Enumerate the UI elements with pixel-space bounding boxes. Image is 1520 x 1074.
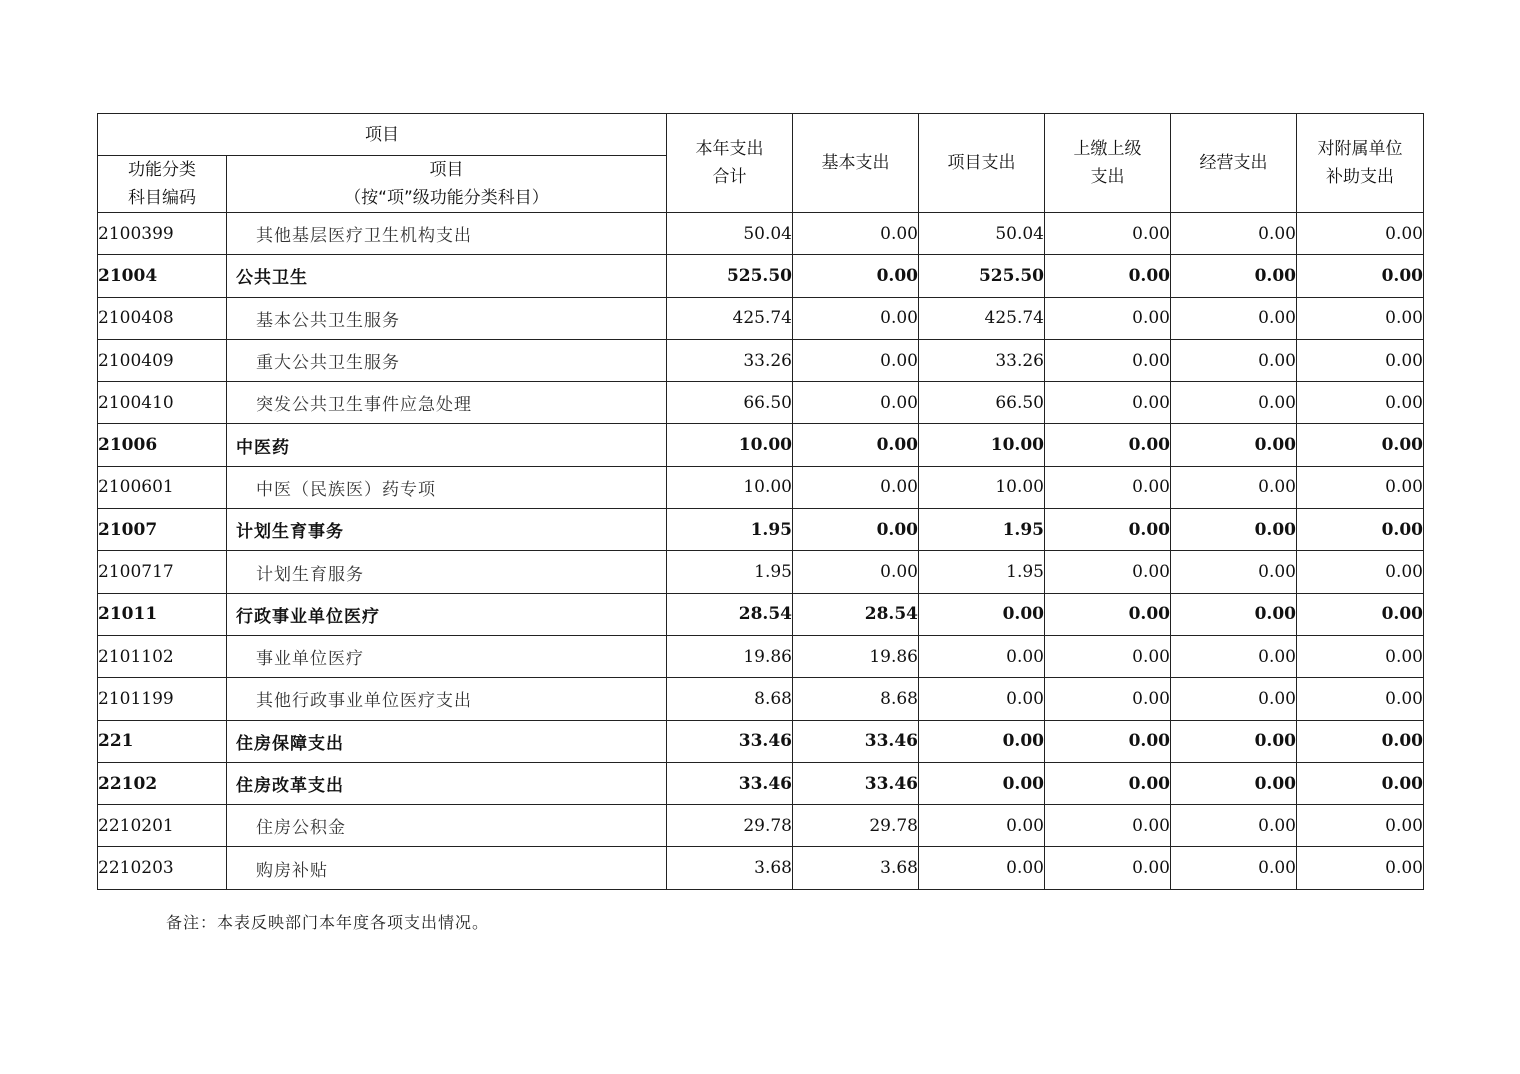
row-operating: 0.00 <box>1171 339 1297 381</box>
table-row <box>98 339 1424 381</box>
row-subsidy: 0.00 <box>1297 509 1424 551</box>
row-name: 基本公共卫生服务 <box>227 297 667 339</box>
row-total: 33.46 <box>667 762 793 804</box>
table-row <box>98 255 1424 297</box>
table-row <box>98 762 1424 804</box>
row-upper: 0.00 <box>1045 551 1171 593</box>
row-operating: 0.00 <box>1171 762 1297 804</box>
row-operating: 0.00 <box>1171 551 1297 593</box>
table-row <box>98 424 1424 466</box>
row-basic: 0.00 <box>793 466 919 508</box>
row-subsidy: 0.00 <box>1297 255 1424 297</box>
row-upper: 0.00 <box>1045 762 1171 804</box>
row-operating: 0.00 <box>1171 509 1297 551</box>
row-basic: 0.00 <box>793 424 919 466</box>
row-basic: 0.00 <box>793 297 919 339</box>
row-operating: 0.00 <box>1171 805 1297 847</box>
row-total: 8.68 <box>667 678 793 720</box>
row-code: 2100408 <box>98 297 227 339</box>
row-basic: 33.46 <box>793 720 919 762</box>
row-project: 0.00 <box>919 762 1045 804</box>
header-total-line1: 本年支出 <box>695 139 764 159</box>
row-upper: 0.00 <box>1045 382 1171 424</box>
row-subsidy: 0.00 <box>1297 551 1424 593</box>
row-name: 计划生育事务 <box>227 509 667 551</box>
table-row <box>98 678 1424 720</box>
header-subsidy-line2: 补助支出 <box>1326 167 1394 187</box>
row-upper: 0.00 <box>1045 509 1171 551</box>
row-basic: 0.00 <box>793 382 919 424</box>
row-subsidy: 0.00 <box>1297 424 1424 466</box>
row-name: 其他基层医疗卫生机构支出 <box>227 213 667 255</box>
row-total: 33.26 <box>667 339 793 381</box>
row-code: 2101199 <box>98 678 227 720</box>
row-project: 1.95 <box>919 551 1045 593</box>
row-basic: 33.46 <box>793 762 919 804</box>
row-subsidy: 0.00 <box>1297 720 1424 762</box>
row-basic: 29.78 <box>793 805 919 847</box>
row-operating: 0.00 <box>1171 593 1297 635</box>
row-operating: 0.00 <box>1171 382 1297 424</box>
row-name: 突发公共卫生事件应急处理 <box>227 382 667 424</box>
row-name: 事业单位医疗 <box>227 635 667 677</box>
row-project: 10.00 <box>919 424 1045 466</box>
row-project: 1.95 <box>919 509 1045 551</box>
row-upper: 0.00 <box>1045 847 1171 889</box>
row-operating: 0.00 <box>1171 678 1297 720</box>
row-name: 其他行政事业单位医疗支出 <box>227 678 667 720</box>
table-row <box>98 466 1424 508</box>
expenditure-table <box>97 113 1424 890</box>
header-operating: 经营支出 <box>1171 114 1297 213</box>
row-subsidy: 0.00 <box>1297 382 1424 424</box>
table-row <box>98 805 1424 847</box>
row-basic: 0.00 <box>793 509 919 551</box>
row-project: 0.00 <box>919 635 1045 677</box>
row-upper: 0.00 <box>1045 720 1171 762</box>
header-project-group: 项目 <box>98 114 667 156</box>
header-project: 项目支出 <box>919 114 1045 213</box>
row-name: 行政事业单位医疗 <box>227 593 667 635</box>
footer-note: 备注：本表反映部门本年度各项支出情况。 <box>166 913 490 932</box>
header-subsidy <box>1297 114 1424 213</box>
table-row <box>98 635 1424 677</box>
row-name: 购房补贴 <box>227 847 667 889</box>
row-total: 425.74 <box>667 297 793 339</box>
row-upper: 0.00 <box>1045 255 1171 297</box>
table-row <box>98 593 1424 635</box>
table-row <box>98 297 1424 339</box>
row-project: 0.00 <box>919 720 1045 762</box>
row-project: 525.50 <box>919 255 1045 297</box>
header-name <box>227 156 667 213</box>
row-total: 3.68 <box>667 847 793 889</box>
row-subsidy: 0.00 <box>1297 635 1424 677</box>
row-basic: 0.00 <box>793 339 919 381</box>
row-name: 重大公共卫生服务 <box>227 339 667 381</box>
row-total: 10.00 <box>667 424 793 466</box>
row-subsidy: 0.00 <box>1297 339 1424 381</box>
row-code: 2210201 <box>98 805 227 847</box>
row-code: 2100601 <box>98 466 227 508</box>
row-code: 22102 <box>98 762 227 804</box>
row-name: 住房公积金 <box>227 805 667 847</box>
row-total: 19.86 <box>667 635 793 677</box>
table-row <box>98 382 1424 424</box>
header-basic: 基本支出 <box>793 114 919 213</box>
header-upper-line2: 支出 <box>1090 167 1125 187</box>
row-code: 21007 <box>98 509 227 551</box>
row-subsidy: 0.00 <box>1297 297 1424 339</box>
row-operating: 0.00 <box>1171 635 1297 677</box>
row-code: 2100399 <box>98 213 227 255</box>
row-total: 33.46 <box>667 720 793 762</box>
row-code: 2100409 <box>98 339 227 381</box>
row-subsidy: 0.00 <box>1297 213 1424 255</box>
row-code: 2100717 <box>98 551 227 593</box>
header-name-line1: 项目 <box>429 160 464 180</box>
row-name: 计划生育服务 <box>227 551 667 593</box>
row-basic: 8.68 <box>793 678 919 720</box>
table-body <box>98 213 1424 890</box>
row-total: 1.95 <box>667 551 793 593</box>
row-basic: 19.86 <box>793 635 919 677</box>
row-operating: 0.00 <box>1171 213 1297 255</box>
row-project: 50.04 <box>919 213 1045 255</box>
row-code: 2210203 <box>98 847 227 889</box>
row-subsidy: 0.00 <box>1297 805 1424 847</box>
row-basic: 0.00 <box>793 551 919 593</box>
row-upper: 0.00 <box>1045 297 1171 339</box>
row-name: 中医药 <box>227 424 667 466</box>
row-upper: 0.00 <box>1045 635 1171 677</box>
table-row <box>98 509 1424 551</box>
row-project: 0.00 <box>919 593 1045 635</box>
header-upper <box>1045 114 1171 213</box>
row-total: 29.78 <box>667 805 793 847</box>
row-code: 221 <box>98 720 227 762</box>
row-basic: 0.00 <box>793 213 919 255</box>
header-row-top <box>98 114 1424 156</box>
table-row <box>98 720 1424 762</box>
header-code-line1: 功能分类 <box>128 160 196 180</box>
row-project: 33.26 <box>919 339 1045 381</box>
row-subsidy: 0.00 <box>1297 847 1424 889</box>
row-total: 1.95 <box>667 509 793 551</box>
row-subsidy: 0.00 <box>1297 466 1424 508</box>
header-code-line2: 科目编码 <box>128 188 196 208</box>
row-code: 21011 <box>98 593 227 635</box>
row-total: 66.50 <box>667 382 793 424</box>
table-row <box>98 551 1424 593</box>
row-operating: 0.00 <box>1171 424 1297 466</box>
row-total: 525.50 <box>667 255 793 297</box>
row-basic: 3.68 <box>793 847 919 889</box>
table-row <box>98 847 1424 889</box>
row-basic: 28.54 <box>793 593 919 635</box>
row-total: 50.04 <box>667 213 793 255</box>
row-upper: 0.00 <box>1045 805 1171 847</box>
row-code: 2100410 <box>98 382 227 424</box>
row-upper: 0.00 <box>1045 213 1171 255</box>
row-project: 10.00 <box>919 466 1045 508</box>
header-total-line2: 合计 <box>712 167 747 187</box>
row-operating: 0.00 <box>1171 466 1297 508</box>
table-row <box>98 213 1424 255</box>
row-name: 公共卫生 <box>227 255 667 297</box>
header-total <box>667 114 793 213</box>
row-project: 66.50 <box>919 382 1045 424</box>
row-upper: 0.00 <box>1045 466 1171 508</box>
row-total: 10.00 <box>667 466 793 508</box>
row-name: 住房保障支出 <box>227 720 667 762</box>
row-operating: 0.00 <box>1171 720 1297 762</box>
row-operating: 0.00 <box>1171 297 1297 339</box>
row-project: 0.00 <box>919 805 1045 847</box>
header-subsidy-line1: 对附属单位 <box>1317 139 1403 159</box>
row-upper: 0.00 <box>1045 424 1171 466</box>
header-code <box>98 156 227 213</box>
row-subsidy: 0.00 <box>1297 678 1424 720</box>
row-code: 21004 <box>98 255 227 297</box>
row-total: 28.54 <box>667 593 793 635</box>
row-code: 21006 <box>98 424 227 466</box>
row-upper: 0.00 <box>1045 593 1171 635</box>
row-subsidy: 0.00 <box>1297 762 1424 804</box>
header-name-line2: （按“项”级功能分类科目） <box>344 188 549 208</box>
row-operating: 0.00 <box>1171 847 1297 889</box>
row-project: 0.00 <box>919 847 1045 889</box>
row-upper: 0.00 <box>1045 339 1171 381</box>
header-upper-line1: 上缴上级 <box>1073 139 1142 159</box>
row-operating: 0.00 <box>1171 255 1297 297</box>
row-name: 中医（民族医）药专项 <box>227 466 667 508</box>
row-project: 425.74 <box>919 297 1045 339</box>
row-project: 0.00 <box>919 678 1045 720</box>
row-upper: 0.00 <box>1045 678 1171 720</box>
row-code: 2101102 <box>98 635 227 677</box>
row-name: 住房改革支出 <box>227 762 667 804</box>
row-basic: 0.00 <box>793 255 919 297</box>
row-subsidy: 0.00 <box>1297 593 1424 635</box>
